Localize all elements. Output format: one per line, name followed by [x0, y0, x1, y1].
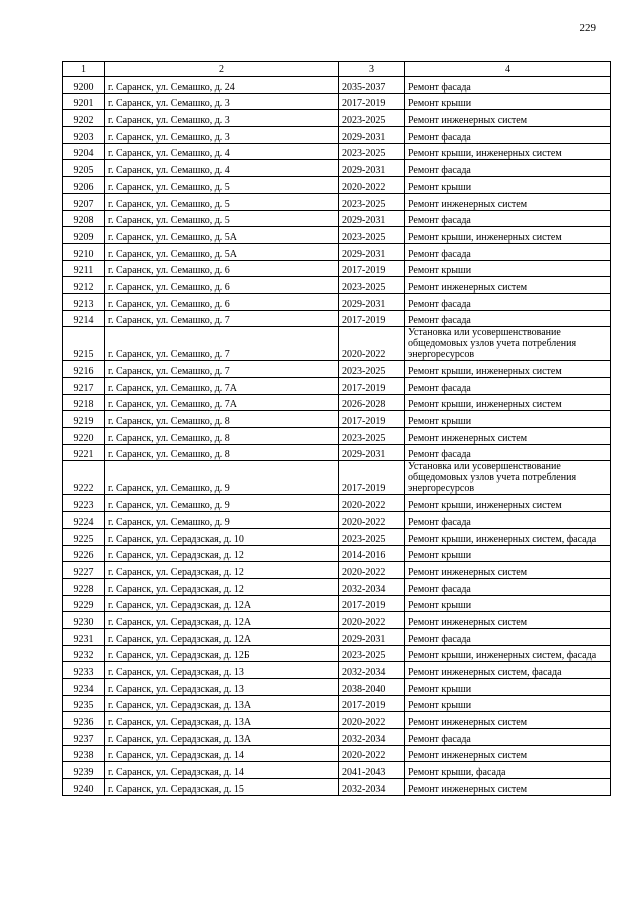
period-cell: 2029-2031	[339, 210, 405, 227]
period-cell: 2017-2019	[339, 411, 405, 428]
table-row	[63, 495, 611, 512]
period-cell: 2023-2025	[339, 361, 405, 378]
work-type-cell: Ремонт фасада	[405, 729, 611, 746]
work-type-cell: Ремонт крыши, фасада	[405, 762, 611, 779]
work-type-cell: Ремонт крыши, инженерных систем	[405, 495, 611, 512]
address-cell: г. Саранск, ул. Семашко, д. 3	[105, 93, 339, 110]
address-cell: г. Саранск, ул. Серадзская, д. 12А	[105, 595, 339, 612]
period-cell: 2023-2025	[339, 227, 405, 244]
period-cell: 2023-2025	[339, 277, 405, 294]
work-type-cell: Ремонт крыши	[405, 595, 611, 612]
table-row	[63, 595, 611, 612]
row-number-cell: 9224	[63, 512, 105, 529]
address-cell: г. Саранск, ул. Серадзская, д. 12А	[105, 628, 339, 645]
work-type-cell: Ремонт инженерных систем	[405, 110, 611, 127]
work-type-cell: Ремонт инженерных систем	[405, 193, 611, 210]
period-cell: 2032-2034	[339, 662, 405, 679]
table-row	[63, 729, 611, 746]
table-row	[63, 512, 611, 529]
address-cell: г. Саранск, ул. Семашко, д. 6	[105, 277, 339, 294]
row-number-cell: 9209	[63, 227, 105, 244]
row-number-cell: 9202	[63, 110, 105, 127]
row-number-cell: 9230	[63, 612, 105, 629]
period-cell: 2014-2016	[339, 545, 405, 562]
table-row	[63, 127, 611, 144]
work-type-cell: Ремонт крыши	[405, 695, 611, 712]
row-number-cell: 9233	[63, 662, 105, 679]
work-type-cell: Ремонт инженерных систем	[405, 562, 611, 579]
row-number-cell: 9222	[63, 461, 105, 495]
period-cell: 2029-2031	[339, 243, 405, 260]
row-number-cell: 9219	[63, 411, 105, 428]
table-row	[63, 193, 611, 210]
table-row	[63, 528, 611, 545]
row-number-cell: 9240	[63, 779, 105, 796]
period-cell: 2026-2028	[339, 394, 405, 411]
address-cell: г. Саранск, ул. Серадзская, д. 12	[105, 578, 339, 595]
table-row	[63, 210, 611, 227]
period-cell: 2020-2022	[339, 562, 405, 579]
period-cell: 2032-2034	[339, 779, 405, 796]
address-cell: г. Саранск, ул. Семашко, д. 7	[105, 310, 339, 327]
row-number-cell: 9211	[63, 260, 105, 277]
column-header: 4	[405, 62, 611, 77]
row-number-cell: 9225	[63, 528, 105, 545]
period-cell: 2023-2025	[339, 428, 405, 445]
period-cell: 2029-2031	[339, 628, 405, 645]
table-row	[63, 745, 611, 762]
row-number-cell: 9237	[63, 729, 105, 746]
work-type-cell: Ремонт фасада	[405, 512, 611, 529]
row-number-cell: 9205	[63, 160, 105, 177]
table-row	[63, 177, 611, 194]
period-cell: 2023-2025	[339, 110, 405, 127]
period-cell: 2020-2022	[339, 612, 405, 629]
row-number-cell: 9220	[63, 428, 105, 445]
row-number-cell: 9227	[63, 562, 105, 579]
work-type-cell: Ремонт крыши, инженерных систем, фасада	[405, 528, 611, 545]
period-cell: 2038-2040	[339, 679, 405, 696]
period-cell: 2017-2019	[339, 93, 405, 110]
period-cell: 2029-2031	[339, 160, 405, 177]
table-row	[63, 310, 611, 327]
period-cell: 2032-2034	[339, 729, 405, 746]
work-type-cell: Ремонт крыши	[405, 679, 611, 696]
work-type-cell: Ремонт крыши	[405, 177, 611, 194]
address-cell: г. Саранск, ул. Семашко, д. 5	[105, 210, 339, 227]
period-cell: 2017-2019	[339, 310, 405, 327]
period-cell: 2020-2022	[339, 495, 405, 512]
work-type-cell: Ремонт фасада	[405, 77, 611, 94]
row-number-cell: 9236	[63, 712, 105, 729]
work-type-cell: Ремонт крыши, инженерных систем	[405, 394, 611, 411]
work-type-cell: Ремонт фасада	[405, 444, 611, 461]
address-cell: г. Саранск, ул. Серадзская, д. 15	[105, 779, 339, 796]
period-cell: 2035-2037	[339, 77, 405, 94]
table-row	[63, 77, 611, 94]
address-cell: г. Саранск, ул. Семашко, д. 7А	[105, 394, 339, 411]
table-row	[63, 160, 611, 177]
table-row	[63, 277, 611, 294]
table-row	[63, 461, 611, 495]
row-number-cell: 9204	[63, 143, 105, 160]
row-number-cell: 9207	[63, 193, 105, 210]
period-cell: 2020-2022	[339, 512, 405, 529]
work-type-cell: Ремонт фасада	[405, 578, 611, 595]
table-row	[63, 695, 611, 712]
table-row	[63, 444, 611, 461]
table-row	[63, 779, 611, 796]
work-type-cell: Ремонт инженерных систем, фасада	[405, 662, 611, 679]
address-cell: г. Саранск, ул. Семашко, д. 5	[105, 193, 339, 210]
address-cell: г. Саранск, ул. Серадзская, д. 13	[105, 679, 339, 696]
table-row	[63, 562, 611, 579]
work-type-cell: Ремонт крыши	[405, 545, 611, 562]
work-type-cell: Ремонт инженерных систем	[405, 745, 611, 762]
address-cell: г. Саранск, ул. Серадзская, д. 14	[105, 745, 339, 762]
table-row	[63, 628, 611, 645]
address-cell: г. Саранск, ул. Серадзская, д. 13	[105, 662, 339, 679]
work-type-cell: Ремонт фасада	[405, 293, 611, 310]
column-header: 1	[63, 62, 105, 77]
address-cell: г. Саранск, ул. Серадзская, д. 13А	[105, 729, 339, 746]
work-type-cell: Ремонт фасада	[405, 378, 611, 395]
period-cell: 2029-2031	[339, 444, 405, 461]
address-cell: г. Саранск, ул. Семашко, д. 6	[105, 260, 339, 277]
row-number-cell: 9217	[63, 378, 105, 395]
work-type-cell: Ремонт инженерных систем	[405, 712, 611, 729]
work-type-cell: Ремонт крыши, инженерных систем	[405, 361, 611, 378]
table-row	[63, 428, 611, 445]
row-number-cell: 9231	[63, 628, 105, 645]
row-number-cell: 9226	[63, 545, 105, 562]
work-type-cell: Ремонт фасада	[405, 243, 611, 260]
row-number-cell: 9239	[63, 762, 105, 779]
row-number-cell: 9228	[63, 578, 105, 595]
work-type-cell: Ремонт крыши	[405, 411, 611, 428]
period-cell: 2017-2019	[339, 595, 405, 612]
work-type-cell: Ремонт инженерных систем	[405, 428, 611, 445]
work-type-cell: Ремонт инженерных систем	[405, 277, 611, 294]
period-cell: 2041-2043	[339, 762, 405, 779]
work-type-cell: Ремонт крыши, инженерных систем, фасада	[405, 645, 611, 662]
work-type-cell: Ремонт фасада	[405, 160, 611, 177]
work-type-cell: Ремонт крыши, инженерных систем	[405, 143, 611, 160]
row-number-cell: 9201	[63, 93, 105, 110]
work-type-cell: Ремонт крыши	[405, 260, 611, 277]
work-type-cell: Ремонт крыши	[405, 93, 611, 110]
row-number-cell: 9221	[63, 444, 105, 461]
address-cell: г. Саранск, ул. Серадзская, д. 14	[105, 762, 339, 779]
work-type-cell: Ремонт инженерных систем	[405, 612, 611, 629]
table-row	[63, 645, 611, 662]
address-cell: г. Саранск, ул. Семашко, д. 7А	[105, 378, 339, 395]
row-number-cell: 9206	[63, 177, 105, 194]
repair-schedule-table	[62, 61, 611, 796]
address-cell: г. Саранск, ул. Серадзская, д. 13А	[105, 712, 339, 729]
table-row	[63, 679, 611, 696]
table-row	[63, 143, 611, 160]
row-number-cell: 9200	[63, 77, 105, 94]
address-cell: г. Саранск, ул. Семашко, д. 9	[105, 512, 339, 529]
row-number-cell: 9235	[63, 695, 105, 712]
table-row	[63, 762, 611, 779]
address-cell: г. Саранск, ул. Семашко, д. 8	[105, 428, 339, 445]
address-cell: г. Саранск, ул. Семашко, д. 3	[105, 127, 339, 144]
address-cell: г. Саранск, ул. Семашко, д. 5А	[105, 227, 339, 244]
period-cell: 2020-2022	[339, 745, 405, 762]
address-cell: г. Саранск, ул. Семашко, д. 9	[105, 495, 339, 512]
row-number-cell: 9214	[63, 310, 105, 327]
row-number-cell: 9232	[63, 645, 105, 662]
work-type-cell: Ремонт крыши, инженерных систем	[405, 227, 611, 244]
work-type-cell: Ремонт инженерных систем	[405, 779, 611, 796]
table-row	[63, 327, 611, 361]
row-number-cell: 9203	[63, 127, 105, 144]
page-number: 229	[579, 22, 596, 34]
period-cell: 2023-2025	[339, 143, 405, 160]
work-type-cell: Ремонт фасада	[405, 628, 611, 645]
period-cell: 2020-2022	[339, 177, 405, 194]
row-number-cell: 9216	[63, 361, 105, 378]
column-header: 2	[105, 62, 339, 77]
table-row	[63, 578, 611, 595]
table-row	[63, 293, 611, 310]
row-number-cell: 9215	[63, 327, 105, 361]
address-cell: г. Саранск, ул. Семашко, д. 6	[105, 293, 339, 310]
table-row	[63, 227, 611, 244]
table-row	[63, 394, 611, 411]
row-number-cell: 9213	[63, 293, 105, 310]
period-cell: 2023-2025	[339, 528, 405, 545]
table-body	[63, 77, 611, 796]
table-row	[63, 411, 611, 428]
row-number-cell: 9218	[63, 394, 105, 411]
period-cell: 2017-2019	[339, 260, 405, 277]
address-cell: г. Саранск, ул. Семашко, д. 4	[105, 160, 339, 177]
address-cell: г. Саранск, ул. Семашко, д. 8	[105, 411, 339, 428]
header-row	[63, 62, 611, 77]
address-cell: г. Саранск, ул. Семашко, д. 5А	[105, 243, 339, 260]
period-cell: 2020-2022	[339, 712, 405, 729]
period-cell: 2023-2025	[339, 645, 405, 662]
table-row	[63, 612, 611, 629]
address-cell: г. Саранск, ул. Семашко, д. 7	[105, 361, 339, 378]
period-cell: 2032-2034	[339, 578, 405, 595]
period-cell: 2017-2019	[339, 378, 405, 395]
address-cell: г. Саранск, ул. Семашко, д. 5	[105, 177, 339, 194]
table-row	[63, 662, 611, 679]
table-row	[63, 712, 611, 729]
period-cell: 2023-2025	[339, 193, 405, 210]
address-cell: г. Саранск, ул. Серадзская, д. 12	[105, 545, 339, 562]
address-cell: г. Саранск, ул. Семашко, д. 7	[105, 327, 339, 361]
table-row	[63, 545, 611, 562]
row-number-cell: 9229	[63, 595, 105, 612]
work-type-cell: Ремонт фасада	[405, 310, 611, 327]
address-cell: г. Саранск, ул. Серадзская, д. 12	[105, 562, 339, 579]
address-cell: г. Саранск, ул. Серадзская, д. 13А	[105, 695, 339, 712]
row-number-cell: 9212	[63, 277, 105, 294]
period-cell: 2029-2031	[339, 127, 405, 144]
work-type-cell: Установка или усовершенствование общедомовых узлов учета потребления энергоресурсов	[405, 327, 611, 361]
period-cell: 2029-2031	[339, 293, 405, 310]
period-cell: 2020-2022	[339, 327, 405, 361]
address-cell: г. Саранск, ул. Семашко, д. 24	[105, 77, 339, 94]
table-row	[63, 243, 611, 260]
address-cell: г. Саранск, ул. Семашко, д. 8	[105, 444, 339, 461]
row-number-cell: 9210	[63, 243, 105, 260]
row-number-cell: 9234	[63, 679, 105, 696]
table-row	[63, 361, 611, 378]
work-type-cell: Установка или усовершенствование общедомовых узлов учета потребления энергоресурсов	[405, 461, 611, 495]
address-cell: г. Саранск, ул. Семашко, д. 3	[105, 110, 339, 127]
table-row	[63, 378, 611, 395]
row-number-cell: 9238	[63, 745, 105, 762]
address-cell: г. Саранск, ул. Семашко, д. 9	[105, 461, 339, 495]
work-type-cell: Ремонт фасада	[405, 210, 611, 227]
address-cell: г. Саранск, ул. Семашко, д. 4	[105, 143, 339, 160]
address-cell: г. Саранск, ул. Серадзская, д. 12Б	[105, 645, 339, 662]
table-row	[63, 260, 611, 277]
row-number-cell: 9223	[63, 495, 105, 512]
table-row	[63, 93, 611, 110]
period-cell: 2017-2019	[339, 461, 405, 495]
row-number-cell: 9208	[63, 210, 105, 227]
address-cell: г. Саранск, ул. Серадзская, д. 10	[105, 528, 339, 545]
work-type-cell: Ремонт фасада	[405, 127, 611, 144]
column-header: 3	[339, 62, 405, 77]
table-row	[63, 110, 611, 127]
address-cell: г. Саранск, ул. Серадзская, д. 12А	[105, 612, 339, 629]
period-cell: 2017-2019	[339, 695, 405, 712]
